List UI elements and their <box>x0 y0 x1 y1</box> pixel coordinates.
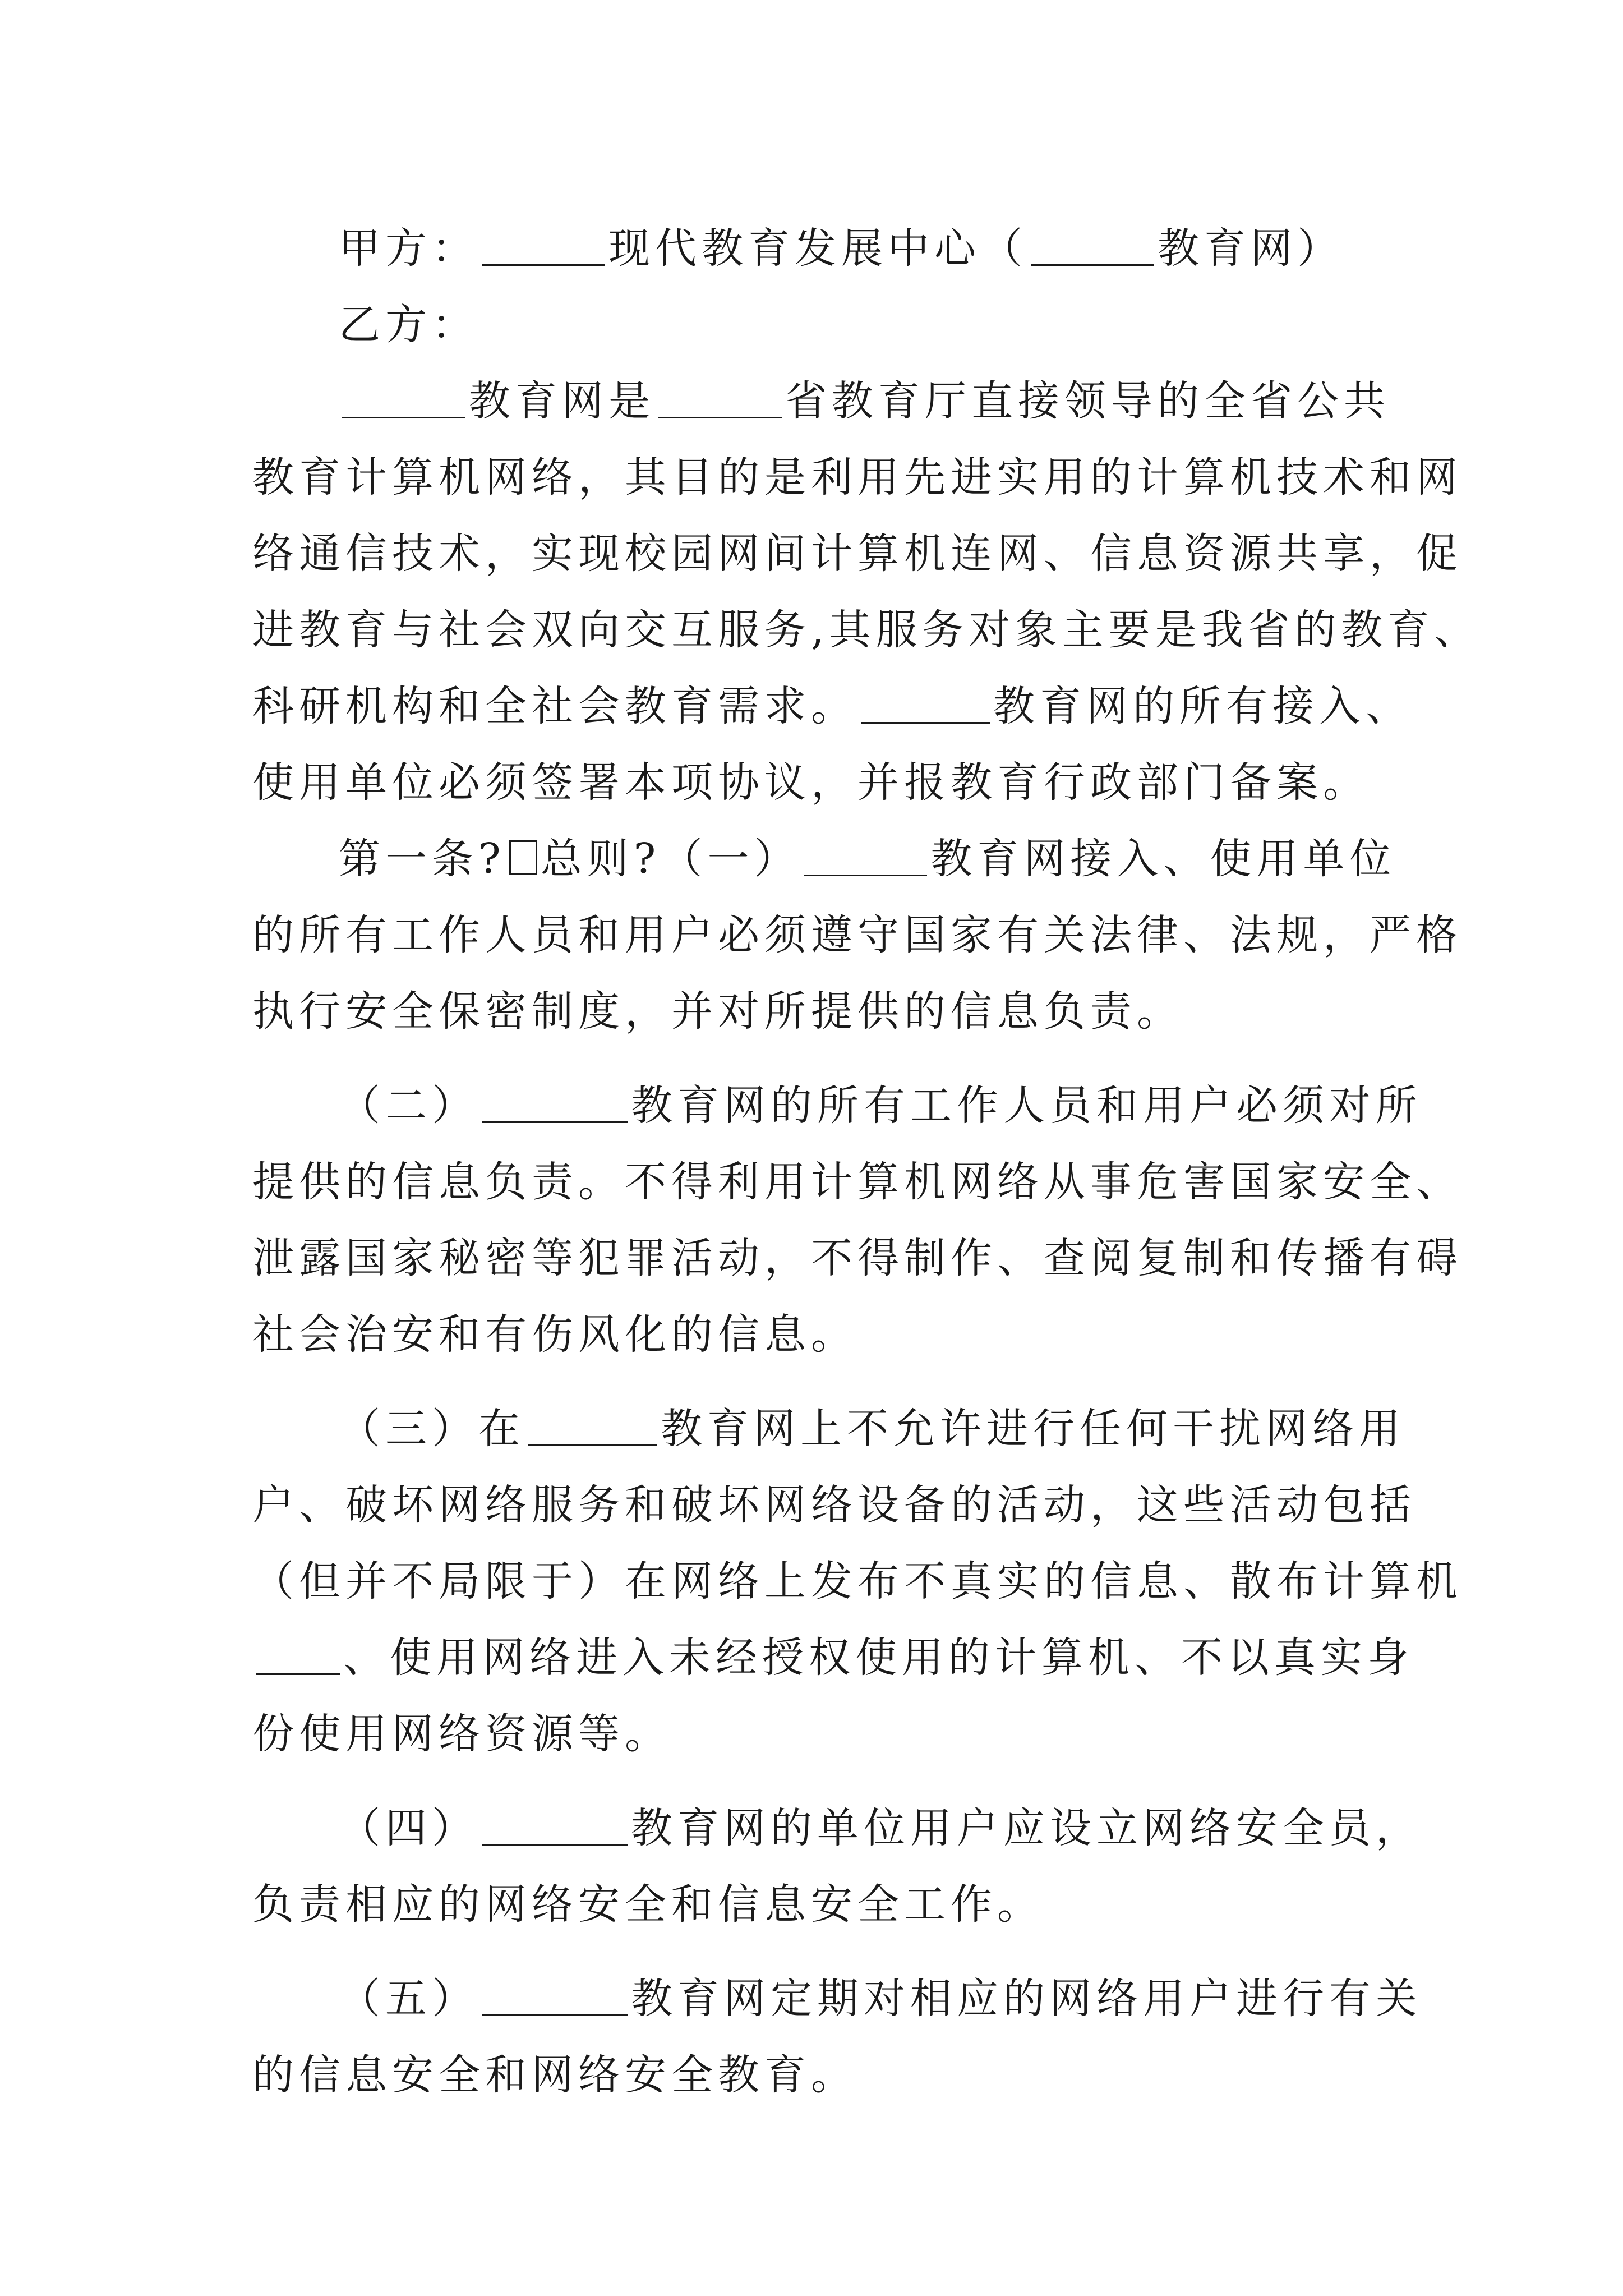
fill-blank <box>804 841 927 876</box>
intro-text: 省教育厅直接领导的全省公共 <box>785 377 1390 425</box>
fill-blank <box>528 1411 657 1446</box>
fill-blank <box>861 688 990 724</box>
clause-2-line: 社会治安和有伤风化的信息。 <box>252 1310 857 1359</box>
fill-blank <box>342 383 465 418</box>
clause-3-line: 份使用网络资源等。 <box>252 1710 671 1758</box>
intro-line: 络通信技术，实现校园网间计算机连网、信息资源共享，促 <box>252 530 1463 578</box>
clause-4-line: 负责相应的网络安全和信息安全工作。 <box>252 1880 1044 1929</box>
clause-4-text: （四） <box>339 1804 478 1852</box>
intro-line <box>252 363 1390 439</box>
clause-4-text: 教育网的单位用户应设立网络安全员， <box>631 1804 1422 1852</box>
party-a-line <box>252 210 1380 287</box>
article-1-text: 总则?（一） <box>540 835 801 883</box>
intro-line: 进教育与社会双向交互服务,其服务对象主要是我省的教育、 <box>252 606 1481 654</box>
clause-3-text: 教育网上不允许进行任何干扰网络用 <box>661 1405 1405 1453</box>
party-a-org: 现代教育发展中心（ <box>608 224 1027 273</box>
article-1-line: 执行安全保密制度，并对所提供的信息负责。 <box>252 987 1183 1036</box>
intro-text: 教育网的所有接入、 <box>993 682 1412 730</box>
fill-blank <box>256 1640 340 1675</box>
fill-blank <box>1031 231 1154 266</box>
clause-3-text: 、使用网络进入未经授权使用的计算机、不以真实身 <box>343 1634 1414 1682</box>
clause-4-line <box>252 1790 1422 1866</box>
clause-2-text: 教育网的所有工作人员和用户必须对所 <box>631 1082 1422 1130</box>
article-1-text: 教育网接入、使用单位 <box>930 835 1396 883</box>
intro-text: 科研机构和全社会教育需求。 <box>252 682 857 730</box>
clause-5-line: 的信息安全和网络安全教育。 <box>252 2051 857 2099</box>
clause-3-line <box>252 1619 1414 1696</box>
article-1-line: 的所有工作人员和用户必须遵守国家有关法律、法规，严格 <box>252 911 1463 959</box>
fill-blank <box>482 1810 628 1846</box>
clause-2-line: 提供的信息负责。不得利用计算机网络从事危害国家安全、 <box>252 1158 1463 1206</box>
clause-2-line <box>252 1068 1422 1144</box>
fill-blank <box>658 383 782 418</box>
party-b-label: 乙方： <box>339 301 478 349</box>
clause-3-line <box>252 1391 1405 1467</box>
intro-line: 教育计算机网络，其目的是利用先进实用的计算机技术和网 <box>252 453 1463 501</box>
missing-glyph-box <box>509 840 537 875</box>
clause-2-line: 泄露国家秘密等犯罪活动，不得制作、查阅复制和传播有碍 <box>252 1234 1463 1282</box>
agreement-page <box>252 210 1481 2113</box>
clause-5-line <box>252 1961 1422 2037</box>
article-1-text: 第一条? <box>339 835 506 883</box>
party-a-network: 教育网） <box>1158 224 1344 273</box>
party-a-label: 甲方： <box>339 224 478 273</box>
clause-3-line: 户、破坏网络服务和破坏网络设备的活动，这些活动包括 <box>252 1481 1416 1529</box>
clause-5-text: 教育网定期对相应的网络用户进行有关 <box>631 1975 1422 2023</box>
intro-line <box>252 668 1412 744</box>
intro-line: 使用单位必须签署本项协议，并报教育行政部门备案。 <box>252 758 1370 807</box>
intro-text: 教育网是 <box>469 377 655 425</box>
fill-blank <box>482 231 605 266</box>
clause-3-text: （三）在 <box>339 1405 525 1453</box>
party-b-line <box>252 287 1380 363</box>
clause-3-line: （但并不局限于）在网络上发布不真实的信息、散布计算机 <box>252 1557 1463 1605</box>
fill-blank <box>482 1981 628 2016</box>
clause-5-text: （五） <box>339 1975 478 2023</box>
fill-blank <box>482 1088 628 1123</box>
article-1-heading <box>252 821 1396 897</box>
clause-2-text: （二） <box>339 1082 478 1130</box>
